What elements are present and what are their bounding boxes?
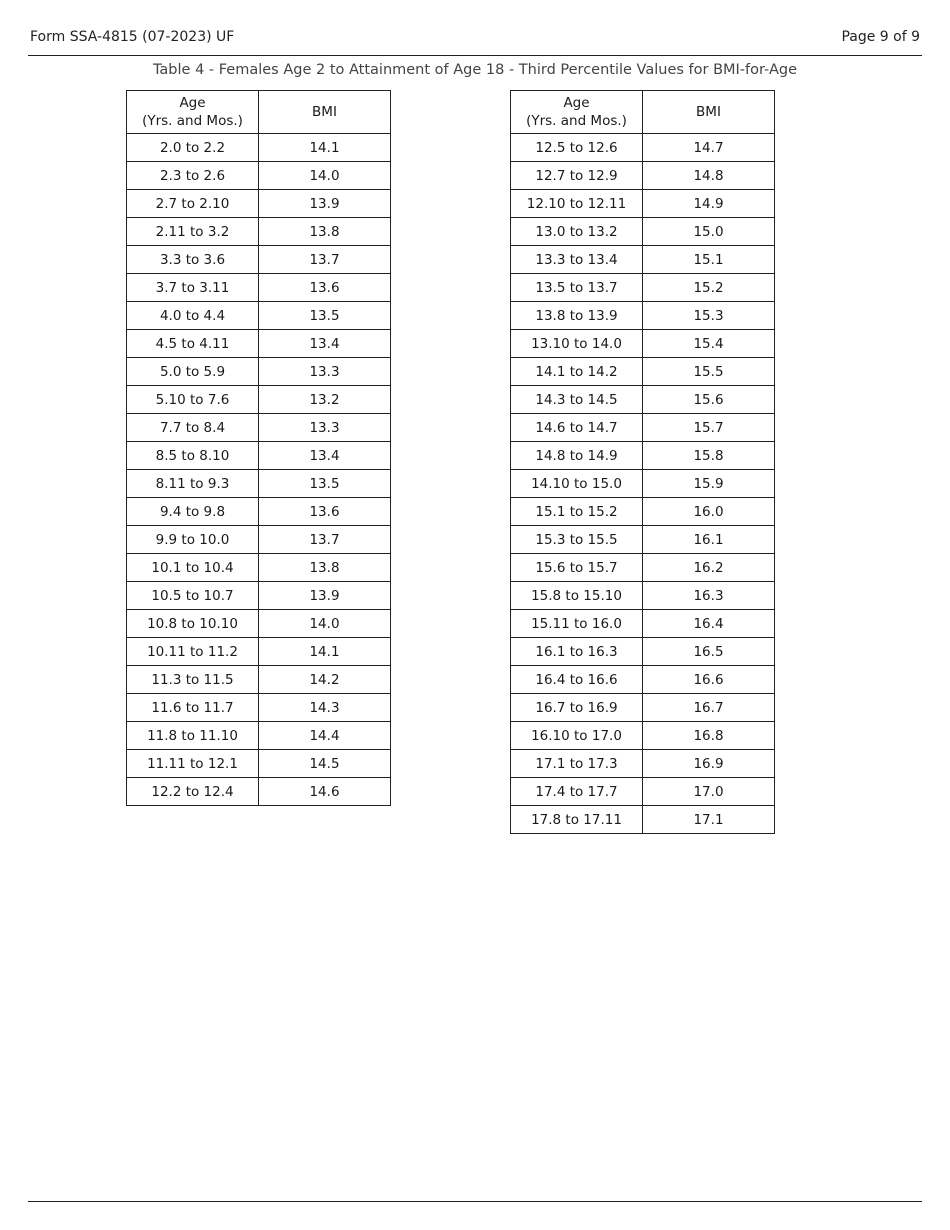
table-row bbox=[511, 218, 775, 246]
table-row bbox=[511, 330, 775, 358]
table-row bbox=[511, 778, 775, 806]
age-range-cell: 15.6 to 15.7 bbox=[511, 554, 643, 582]
page-header bbox=[28, 28, 922, 56]
table-row bbox=[127, 162, 391, 190]
form-id: Form SSA-4815 (07-2023) UF bbox=[30, 29, 235, 45]
table-row bbox=[127, 582, 391, 610]
age-range-cell: 15.11 to 16.0 bbox=[511, 610, 643, 638]
bmi-value-cell: 14.0 bbox=[259, 610, 391, 638]
bmi-value-cell: 16.4 bbox=[643, 610, 775, 638]
bmi-value-cell: 14.8 bbox=[643, 162, 775, 190]
bmi-value-cell: 16.9 bbox=[643, 750, 775, 778]
bmi-value-cell: 13.8 bbox=[259, 554, 391, 582]
bmi-column-header: BMI bbox=[643, 91, 775, 134]
table-row bbox=[127, 274, 391, 302]
bmi-value-cell: 13.6 bbox=[259, 498, 391, 526]
bmi-value-cell: 16.8 bbox=[643, 722, 775, 750]
bmi-value-cell: 15.0 bbox=[643, 218, 775, 246]
table-row bbox=[511, 610, 775, 638]
age-range-cell: 11.6 to 11.7 bbox=[127, 694, 259, 722]
bmi-value-cell: 13.2 bbox=[259, 386, 391, 414]
table-row bbox=[127, 694, 391, 722]
bmi-value-cell: 14.5 bbox=[259, 750, 391, 778]
age-range-cell: 11.8 to 11.10 bbox=[127, 722, 259, 750]
age-range-cell: 9.9 to 10.0 bbox=[127, 526, 259, 554]
age-range-cell: 5.0 to 5.9 bbox=[127, 358, 259, 386]
table-row bbox=[511, 302, 775, 330]
bmi-value-cell: 15.1 bbox=[643, 246, 775, 274]
bmi-value-cell: 13.3 bbox=[259, 414, 391, 442]
age-range-cell: 16.4 to 16.6 bbox=[511, 666, 643, 694]
bmi-value-cell: 13.9 bbox=[259, 190, 391, 218]
age-range-cell: 14.3 to 14.5 bbox=[511, 386, 643, 414]
age-range-cell: 17.1 to 17.3 bbox=[511, 750, 643, 778]
age-range-cell: 3.7 to 3.11 bbox=[127, 274, 259, 302]
table-row bbox=[511, 386, 775, 414]
age-range-cell: 4.5 to 4.11 bbox=[127, 330, 259, 358]
table-row bbox=[127, 302, 391, 330]
age-range-cell: 11.11 to 12.1 bbox=[127, 750, 259, 778]
footer-rule bbox=[28, 1201, 922, 1202]
bmi-value-cell: 13.4 bbox=[259, 442, 391, 470]
age-range-cell: 5.10 to 7.6 bbox=[127, 386, 259, 414]
bmi-value-cell: 14.1 bbox=[259, 638, 391, 666]
bmi-value-cell: 15.2 bbox=[643, 274, 775, 302]
table-row bbox=[511, 694, 775, 722]
age-range-cell: 9.4 to 9.8 bbox=[127, 498, 259, 526]
bmi-value-cell: 16.6 bbox=[643, 666, 775, 694]
bmi-value-cell: 13.4 bbox=[259, 330, 391, 358]
bmi-value-cell: 13.5 bbox=[259, 470, 391, 498]
table-row bbox=[511, 274, 775, 302]
table-row bbox=[127, 722, 391, 750]
age-range-cell: 12.7 to 12.9 bbox=[511, 162, 643, 190]
bmi-value-cell: 15.4 bbox=[643, 330, 775, 358]
table-row bbox=[127, 386, 391, 414]
bmi-value-cell: 13.8 bbox=[259, 218, 391, 246]
bmi-value-cell: 15.5 bbox=[643, 358, 775, 386]
age-range-cell: 7.7 to 8.4 bbox=[127, 414, 259, 442]
age-range-cell: 16.1 to 16.3 bbox=[511, 638, 643, 666]
age-range-cell: 14.6 to 14.7 bbox=[511, 414, 643, 442]
table-row bbox=[511, 582, 775, 610]
age-range-cell: 11.3 to 11.5 bbox=[127, 666, 259, 694]
age-range-cell: 14.8 to 14.9 bbox=[511, 442, 643, 470]
bmi-value-cell: 14.9 bbox=[643, 190, 775, 218]
table-row bbox=[511, 134, 775, 162]
table-row bbox=[127, 330, 391, 358]
table-row bbox=[511, 162, 775, 190]
age-range-cell: 13.8 to 13.9 bbox=[511, 302, 643, 330]
bmi-value-cell: 16.0 bbox=[643, 498, 775, 526]
age-range-cell: 2.11 to 3.2 bbox=[127, 218, 259, 246]
age-range-cell: 2.3 to 2.6 bbox=[127, 162, 259, 190]
age-range-cell: 2.7 to 2.10 bbox=[127, 190, 259, 218]
bmi-value-cell: 13.5 bbox=[259, 302, 391, 330]
table-header-row bbox=[511, 91, 775, 134]
table-row bbox=[127, 218, 391, 246]
age-range-cell: 13.10 to 14.0 bbox=[511, 330, 643, 358]
age-range-cell: 13.5 to 13.7 bbox=[511, 274, 643, 302]
age-header-label: Age bbox=[563, 95, 590, 111]
age-range-cell: 17.4 to 17.7 bbox=[511, 778, 643, 806]
bmi-value-cell: 14.4 bbox=[259, 722, 391, 750]
table-row bbox=[511, 666, 775, 694]
bmi-column-header: BMI bbox=[259, 91, 391, 134]
age-range-cell: 8.11 to 9.3 bbox=[127, 470, 259, 498]
age-range-cell: 16.10 to 17.0 bbox=[511, 722, 643, 750]
age-range-cell: 15.3 to 15.5 bbox=[511, 526, 643, 554]
table-row bbox=[127, 190, 391, 218]
table-row bbox=[511, 750, 775, 778]
bmi-value-cell: 16.3 bbox=[643, 582, 775, 610]
table-row bbox=[127, 134, 391, 162]
bmi-value-cell: 14.6 bbox=[259, 778, 391, 806]
table-row bbox=[511, 358, 775, 386]
bmi-value-cell: 13.7 bbox=[259, 526, 391, 554]
table-row bbox=[127, 498, 391, 526]
age-column-header bbox=[511, 91, 643, 134]
table-row bbox=[511, 638, 775, 666]
age-range-cell: 14.10 to 15.0 bbox=[511, 470, 643, 498]
bmi-value-cell: 14.7 bbox=[643, 134, 775, 162]
bmi-value-cell: 14.0 bbox=[259, 162, 391, 190]
bmi-value-cell: 14.1 bbox=[259, 134, 391, 162]
bmi-value-cell: 17.1 bbox=[643, 806, 775, 834]
bmi-value-cell: 16.2 bbox=[643, 554, 775, 582]
age-range-cell: 10.8 to 10.10 bbox=[127, 610, 259, 638]
age-range-cell: 13.3 to 13.4 bbox=[511, 246, 643, 274]
bmi-table-right bbox=[510, 90, 775, 834]
bmi-value-cell: 17.0 bbox=[643, 778, 775, 806]
age-range-cell: 10.11 to 11.2 bbox=[127, 638, 259, 666]
table-row bbox=[511, 246, 775, 274]
table-row bbox=[127, 554, 391, 582]
bmi-value-cell: 14.2 bbox=[259, 666, 391, 694]
bmi-value-cell: 13.9 bbox=[259, 582, 391, 610]
table-row bbox=[511, 414, 775, 442]
age-range-cell: 12.5 to 12.6 bbox=[511, 134, 643, 162]
bmi-value-cell: 14.3 bbox=[259, 694, 391, 722]
bmi-value-cell: 15.6 bbox=[643, 386, 775, 414]
table-row bbox=[127, 778, 391, 806]
bmi-value-cell: 13.7 bbox=[259, 246, 391, 274]
age-range-cell: 10.5 to 10.7 bbox=[127, 582, 259, 610]
table-row bbox=[127, 526, 391, 554]
bmi-value-cell: 15.9 bbox=[643, 470, 775, 498]
age-header-unit: (Yrs. and Mos.) bbox=[526, 113, 627, 129]
age-column-header bbox=[127, 91, 259, 134]
table-header-row bbox=[127, 91, 391, 134]
bmi-value-cell: 16.7 bbox=[643, 694, 775, 722]
table-row bbox=[127, 414, 391, 442]
table-title: Table 4 - Females Age 2 to Attainment of Age 18 - Third Percentile Values for BMI-for-Age bbox=[152, 62, 798, 78]
table-row bbox=[127, 358, 391, 386]
bmi-value-cell: 13.6 bbox=[259, 274, 391, 302]
table-row bbox=[511, 190, 775, 218]
table-row bbox=[127, 666, 391, 694]
bmi-value-cell: 16.5 bbox=[643, 638, 775, 666]
table-row bbox=[127, 246, 391, 274]
page-number: Page 9 of 9 bbox=[841, 29, 920, 45]
table-row bbox=[511, 722, 775, 750]
table-row bbox=[127, 750, 391, 778]
age-range-cell: 12.2 to 12.4 bbox=[127, 778, 259, 806]
bmi-table-left bbox=[126, 90, 391, 806]
table-row bbox=[127, 442, 391, 470]
table-row bbox=[127, 610, 391, 638]
bmi-value-cell: 15.7 bbox=[643, 414, 775, 442]
table-row bbox=[511, 554, 775, 582]
age-header-label: Age bbox=[179, 95, 206, 111]
table-row bbox=[511, 806, 775, 834]
bmi-value-cell: 15.8 bbox=[643, 442, 775, 470]
table-row bbox=[511, 442, 775, 470]
age-range-cell: 15.8 to 15.10 bbox=[511, 582, 643, 610]
age-range-cell: 15.1 to 15.2 bbox=[511, 498, 643, 526]
age-range-cell: 14.1 to 14.2 bbox=[511, 358, 643, 386]
table-row bbox=[511, 526, 775, 554]
table-row bbox=[511, 470, 775, 498]
age-range-cell: 4.0 to 4.4 bbox=[127, 302, 259, 330]
age-header-unit: (Yrs. and Mos.) bbox=[142, 113, 243, 129]
bmi-value-cell: 15.3 bbox=[643, 302, 775, 330]
age-range-cell: 2.0 to 2.2 bbox=[127, 134, 259, 162]
table-row bbox=[511, 498, 775, 526]
age-range-cell: 10.1 to 10.4 bbox=[127, 554, 259, 582]
table-row bbox=[127, 638, 391, 666]
age-range-cell: 16.7 to 16.9 bbox=[511, 694, 643, 722]
age-range-cell: 3.3 to 3.6 bbox=[127, 246, 259, 274]
age-range-cell: 13.0 to 13.2 bbox=[511, 218, 643, 246]
age-range-cell: 12.10 to 12.11 bbox=[511, 190, 643, 218]
table-row bbox=[127, 470, 391, 498]
age-range-cell: 8.5 to 8.10 bbox=[127, 442, 259, 470]
bmi-value-cell: 13.3 bbox=[259, 358, 391, 386]
bmi-value-cell: 16.1 bbox=[643, 526, 775, 554]
age-range-cell: 17.8 to 17.11 bbox=[511, 806, 643, 834]
